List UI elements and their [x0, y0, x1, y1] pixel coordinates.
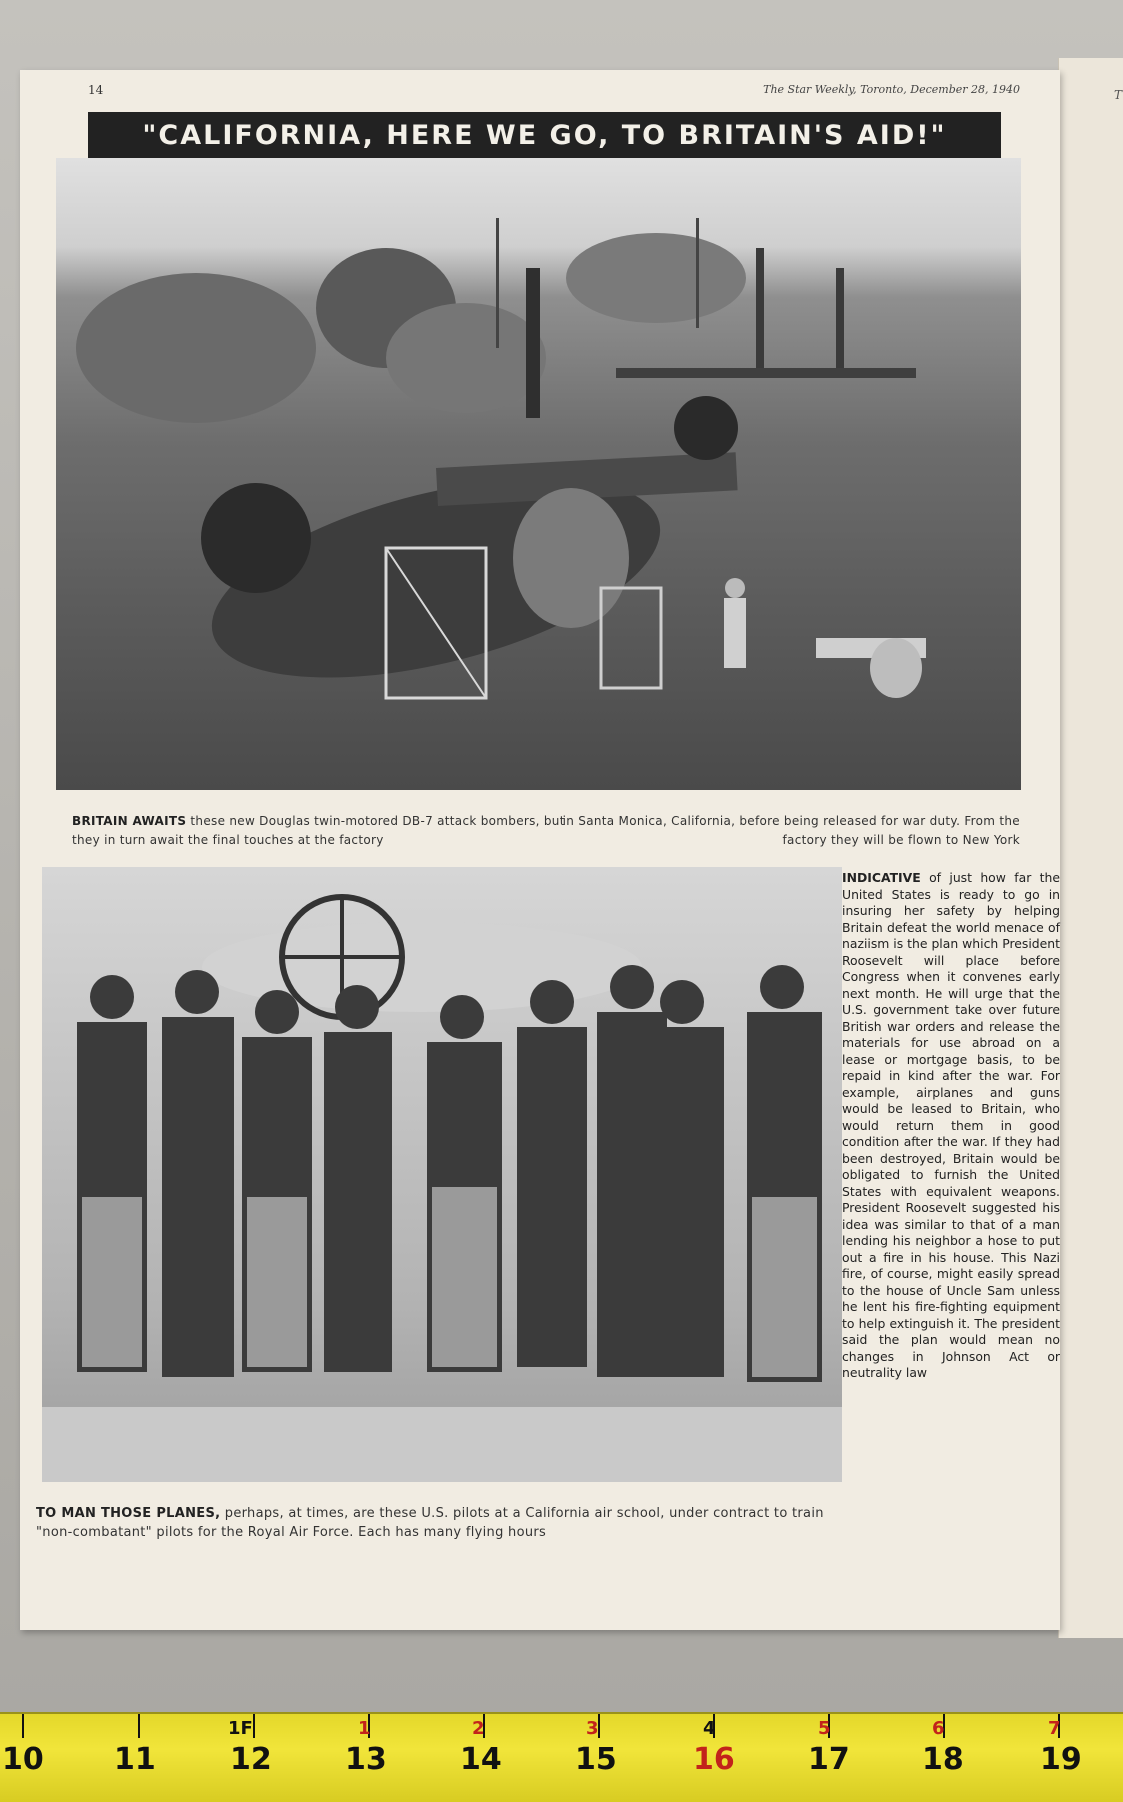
bomber-factory-photo	[56, 158, 1021, 790]
adjacent-page	[1058, 58, 1123, 1638]
ruler-inch-12: 12	[230, 1742, 272, 1777]
adjacent-page-mark: T	[1114, 88, 1123, 102]
bomber-factory-illustration	[56, 158, 1021, 790]
bottom-caption-text: perhaps, at times, are these U.S. pilots at a California air school, under contract to train "non-combatant" pilots for the Royal Air Force. Each has many flying hours	[36, 1506, 824, 1540]
ruler-inch-19: 19	[1040, 1742, 1082, 1777]
headline-banner: "CALIFORNIA, HERE WE GO, TO BRITAIN'S AID!"	[88, 112, 1001, 158]
bottom-photo-caption	[36, 1504, 836, 1542]
page-number: 14	[88, 83, 104, 97]
top-photo-caption-right: in Santa Monica, California, before being released for war duty. From the factory they will be flown to New York	[562, 814, 1020, 847]
ruler-red-2: 2	[472, 1718, 485, 1739]
sidebar-article	[842, 870, 1060, 1382]
sidebar-body: of just how far the United States is ready to go in insuring her safety by helping Britain defeat the world menace of naziism is the plan which President Roosevelt will place before Congress when it convenes early next month. He will urge that the U.S. government take over future British war orders and release the materials for use abroad on a lease or mortgage basis, to be repaid in kind after the war. For example, airplanes and guns would be leased to Britain, who would return them in good condition after the war. If they had been destroyed, Britain would be obligated to furnish the United States with equivalent weapons. President Roosevelt suggested his idea was similar to that of a man lending his neighbor a hose to put out a fire in his house. This Nazi fire, of course, might easily spread to the house of Uncle Sam unless he lent his fire-fighting equipment to help extinguish it. The president said the plan would mean no changes in Johnson Act or neutrality law	[842, 870, 1060, 1380]
ruler-red-3: 3	[586, 1718, 599, 1739]
top-caption-lead: BRITAIN AWAITS	[72, 814, 187, 828]
pilots-group-photo	[42, 867, 842, 1482]
bottom-caption-lead: TO MAN THOSE PLANES,	[36, 1506, 221, 1521]
pilots-illustration	[42, 867, 842, 1482]
ruler-inch-13: 13	[345, 1742, 387, 1777]
ruler-red-1: 1	[358, 1718, 371, 1739]
ruler-red-6: 6	[932, 1718, 945, 1739]
ruler-foot-mark: 1F	[228, 1718, 253, 1739]
running-head: The Star Weekly, Toronto, December 28, 1940	[763, 83, 1020, 96]
ruler-inch-17: 17	[808, 1742, 850, 1777]
ruler-inch-10: 10	[2, 1742, 44, 1777]
sidebar-lead: INDICATIVE	[842, 870, 921, 885]
newspaper-page	[20, 70, 1060, 1630]
ruler-red-5: 5	[818, 1718, 831, 1739]
ruler-red-7: 7	[1048, 1718, 1061, 1739]
ruler-inch-14: 14	[460, 1742, 502, 1777]
ruler-inch-15: 15	[575, 1742, 617, 1777]
top-caption-text: these new Douglas twin-motored DB-7 attack bombers, but they in turn await the final touches at the factory	[72, 814, 565, 847]
ruler-inch-11: 11	[114, 1742, 156, 1777]
top-photo-caption-left	[72, 812, 592, 850]
ruler-inch-16: 16	[693, 1742, 735, 1777]
ruler-red-4: 4	[703, 1718, 716, 1739]
measuring-tape	[0, 1712, 1123, 1802]
ruler-inch-18: 18	[922, 1742, 964, 1777]
